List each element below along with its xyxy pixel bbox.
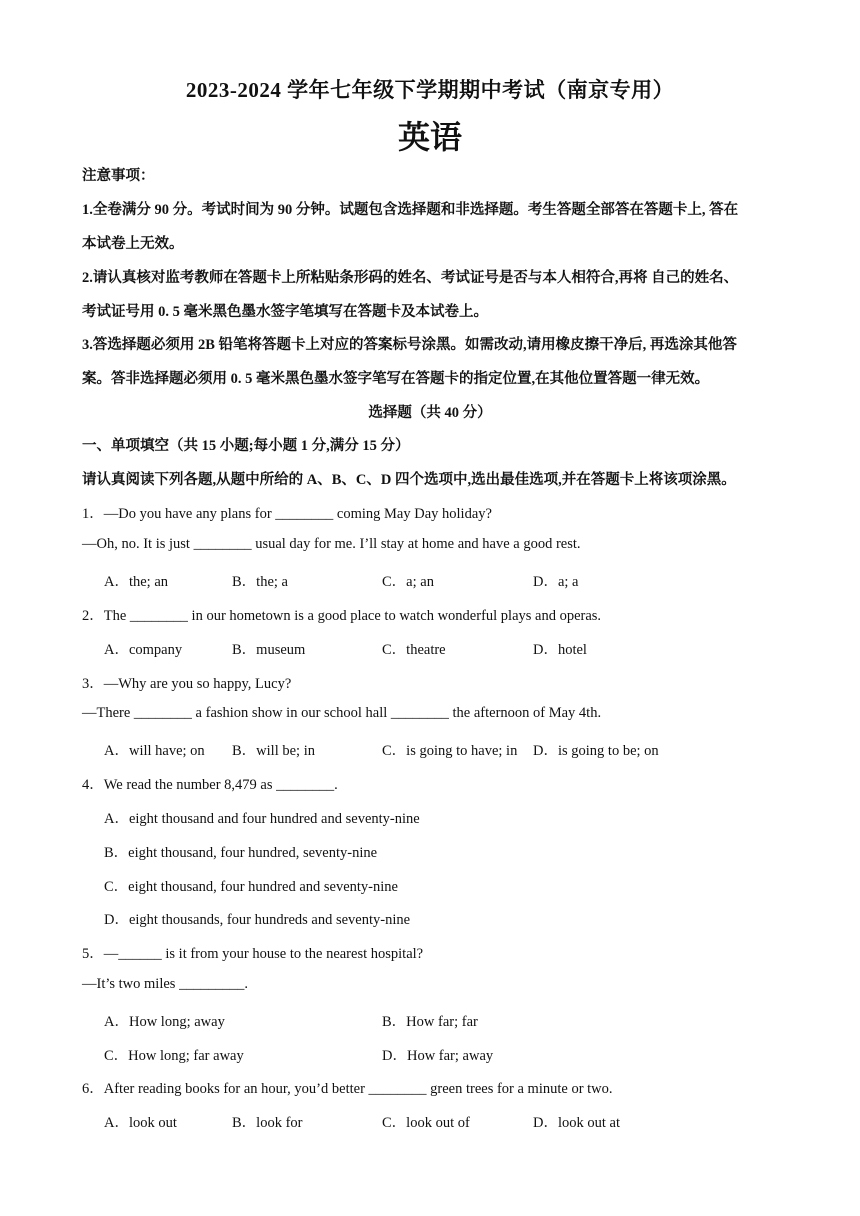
question-1-reply: —Oh, no. It is just ________ usual day for me. I’ll stay at home and have a good rest. xyxy=(82,536,581,552)
question-3-reply: —There ________ a fashion show in our school hall ________ the afternoon of May 4th. xyxy=(82,705,602,721)
part-1-instruction: 请认真阅读下列各题,从题中所给的 A、B、C、D 四个选项中,选出最佳选项,并在答题卡上将该项涂黑。 xyxy=(82,472,736,488)
section-heading: 选择题（共 40 分） xyxy=(368,405,492,421)
question-1-option-b: B．the; a xyxy=(232,574,288,590)
question-4-stem: 4．We read the number 8,479 as ________. xyxy=(82,777,338,793)
question-6-option-b: B．look for xyxy=(232,1115,303,1131)
question-6-option-d: D．look out at xyxy=(533,1115,620,1131)
note-2-line-2: 考试证号用 0. 5 毫米黑色墨水签字笔填写在答题卡及本试卷上。 xyxy=(82,304,488,320)
question-1-option-a: A．the; an xyxy=(104,574,169,590)
exam-title: 2023-2024 学年七年级下学期期中考试（南京专用） xyxy=(185,78,675,102)
note-1-line-1: 1.全卷满分 90 分。考试时间为 90 分钟。试题包含选择题和非选择题。考生答题全部答在答题卡上, 答在 xyxy=(82,202,739,218)
question-3-option-a: A．will have; on xyxy=(104,743,205,759)
question-4-option-a: A．eight thousand and four hundred and seventy-nine xyxy=(104,811,420,827)
notes-heading: 注意事项： xyxy=(82,168,155,184)
question-2-option-d: D．hotel xyxy=(533,642,587,658)
question-6-stem: 6．After reading books for an hour, you’d better ________ green trees for a minute or two. xyxy=(82,1081,613,1097)
question-1-stem: 1．—Do you have any plans for ________ coming May Day holiday? xyxy=(82,506,492,522)
question-6-option-a: A．look out xyxy=(104,1115,177,1131)
part-1-heading: 一、单项填空（共 15 小题;每小题 1 分,满分 15 分） xyxy=(82,438,410,454)
question-5-option-d: D．How far; away xyxy=(382,1048,494,1064)
question-4-option-b: B．eight thousand, four hundred, seventy-nine xyxy=(104,845,378,861)
question-3-option-d: D．is going to be; on xyxy=(533,743,659,759)
note-3-line-1: 3.答选择题必须用 2B 铅笔将答题卡上对应的答案标号涂黑。如需改动,请用橡皮擦干净后, 再选涂其他答 xyxy=(82,337,737,353)
question-5-reply: —It’s two miles _________. xyxy=(82,976,248,992)
question-2-option-b: B．museum xyxy=(232,642,306,658)
question-5-option-b: B．How far; far xyxy=(382,1014,478,1030)
note-3-line-2: 案。答非选择题必须用 0. 5 毫米黑色墨水签字笔写在答题卡的指定位置,在其他位置答题一律无效。 xyxy=(82,371,710,387)
note-2-line-1: 2.请认真核对监考教师在答题卡上所粘贴条形码的姓名、考试证号是否与本人相符合,再将 自己的姓名、 xyxy=(82,270,739,286)
question-5-option-c: C．How long; far away xyxy=(104,1048,244,1064)
question-2-option-c: C．theatre xyxy=(382,642,446,658)
question-3-option-c: C．is going to have; in xyxy=(382,743,518,759)
subject-title: 英语 xyxy=(397,118,462,156)
question-1-option-c: C．a; an xyxy=(382,574,434,590)
question-4-option-d: D．eight thousands, four hundreds and seventy-nine xyxy=(104,912,411,928)
note-1-line-2: 本试卷上无效。 xyxy=(82,236,184,252)
question-5-stem: 5．—______ is it from your house to the nearest hospital? xyxy=(82,946,424,962)
question-3-stem: 3．—Why are you so happy, Lucy? xyxy=(82,676,292,692)
question-6-option-c: C．look out of xyxy=(382,1115,470,1131)
question-3-option-b: B．will be; in xyxy=(232,743,315,759)
question-2-stem: 2．The ________ in our hometown is a good place to watch wonderful plays and operas. xyxy=(82,608,602,624)
question-5-option-a: A．How long; away xyxy=(104,1014,225,1030)
question-2-option-a: A．company xyxy=(104,642,183,658)
question-4-option-c: C．eight thousand, four hundred and seventy-nine xyxy=(104,879,398,895)
question-1-option-d: D．a; a xyxy=(533,574,579,590)
